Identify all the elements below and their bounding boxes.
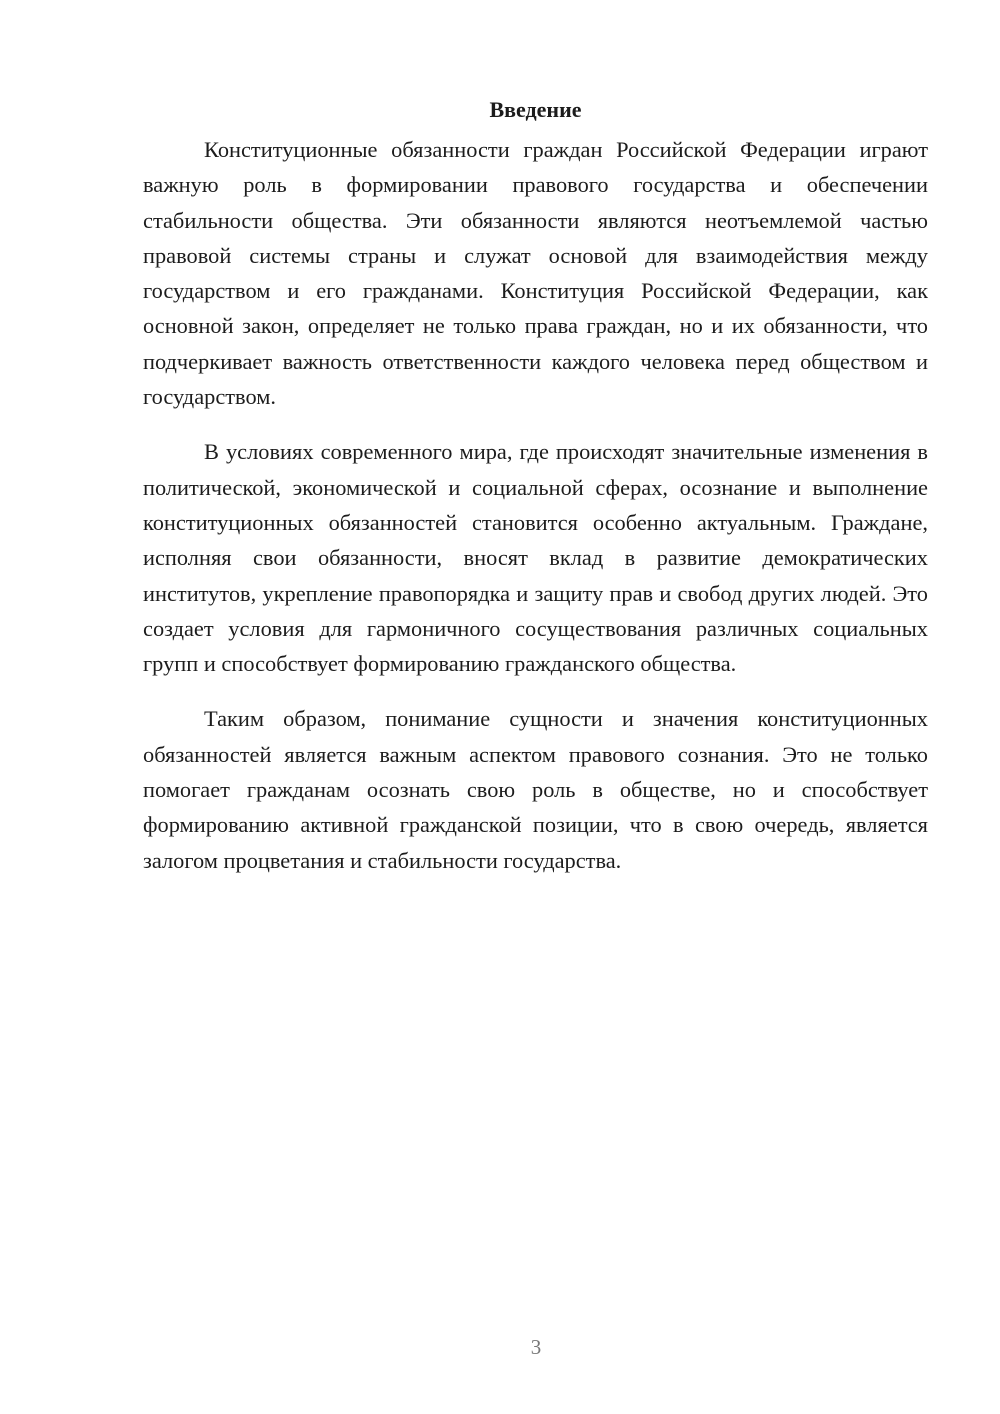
paragraph-2: В условиях современного мира, где происходят значительные изменения в политической, экономической и социальной сферах, осознание и выполнение конституционных обязанностей становится особенно актуальным. Граждане, исполняя свои обязанности, вносят вклад в развитие демократических институтов, укрепление правопорядка и защиту прав и свобод других людей. Это создает условия для гармоничного сосуществования различных социальных групп и способствует формированию гражданского общества. [143,439,928,677]
section-heading: Введение [489,97,582,122]
page-content [143,94,928,878]
page-number: 3 [530,1335,542,1359]
paragraph-3: Таким образом, понимание сущности и значения конституционных обязанностей является важным аспектом правового сознания. Это не только помогает гражданам осознать свою роль в обществе, но и способствует формированию активной гражданской позиции, что в свою очередь, является залогом процветания и стабильности государства. [143,706,928,873]
paragraph-1: Конституционные обязанности граждан Российской Федерации играют важную роль в формировании правового государства и обеспечении стабильности общества. Эти обязанности являются неотъемлемой частью правовой системы страны и служат основой для взаимодействия между государством и его гражданами. Конституция Российской Федерации, как основной закон, определяет не только права граждан, но и их обязанности, что подчеркивает важность ответственности каждого человека перед обществом и государством. [143,137,928,410]
